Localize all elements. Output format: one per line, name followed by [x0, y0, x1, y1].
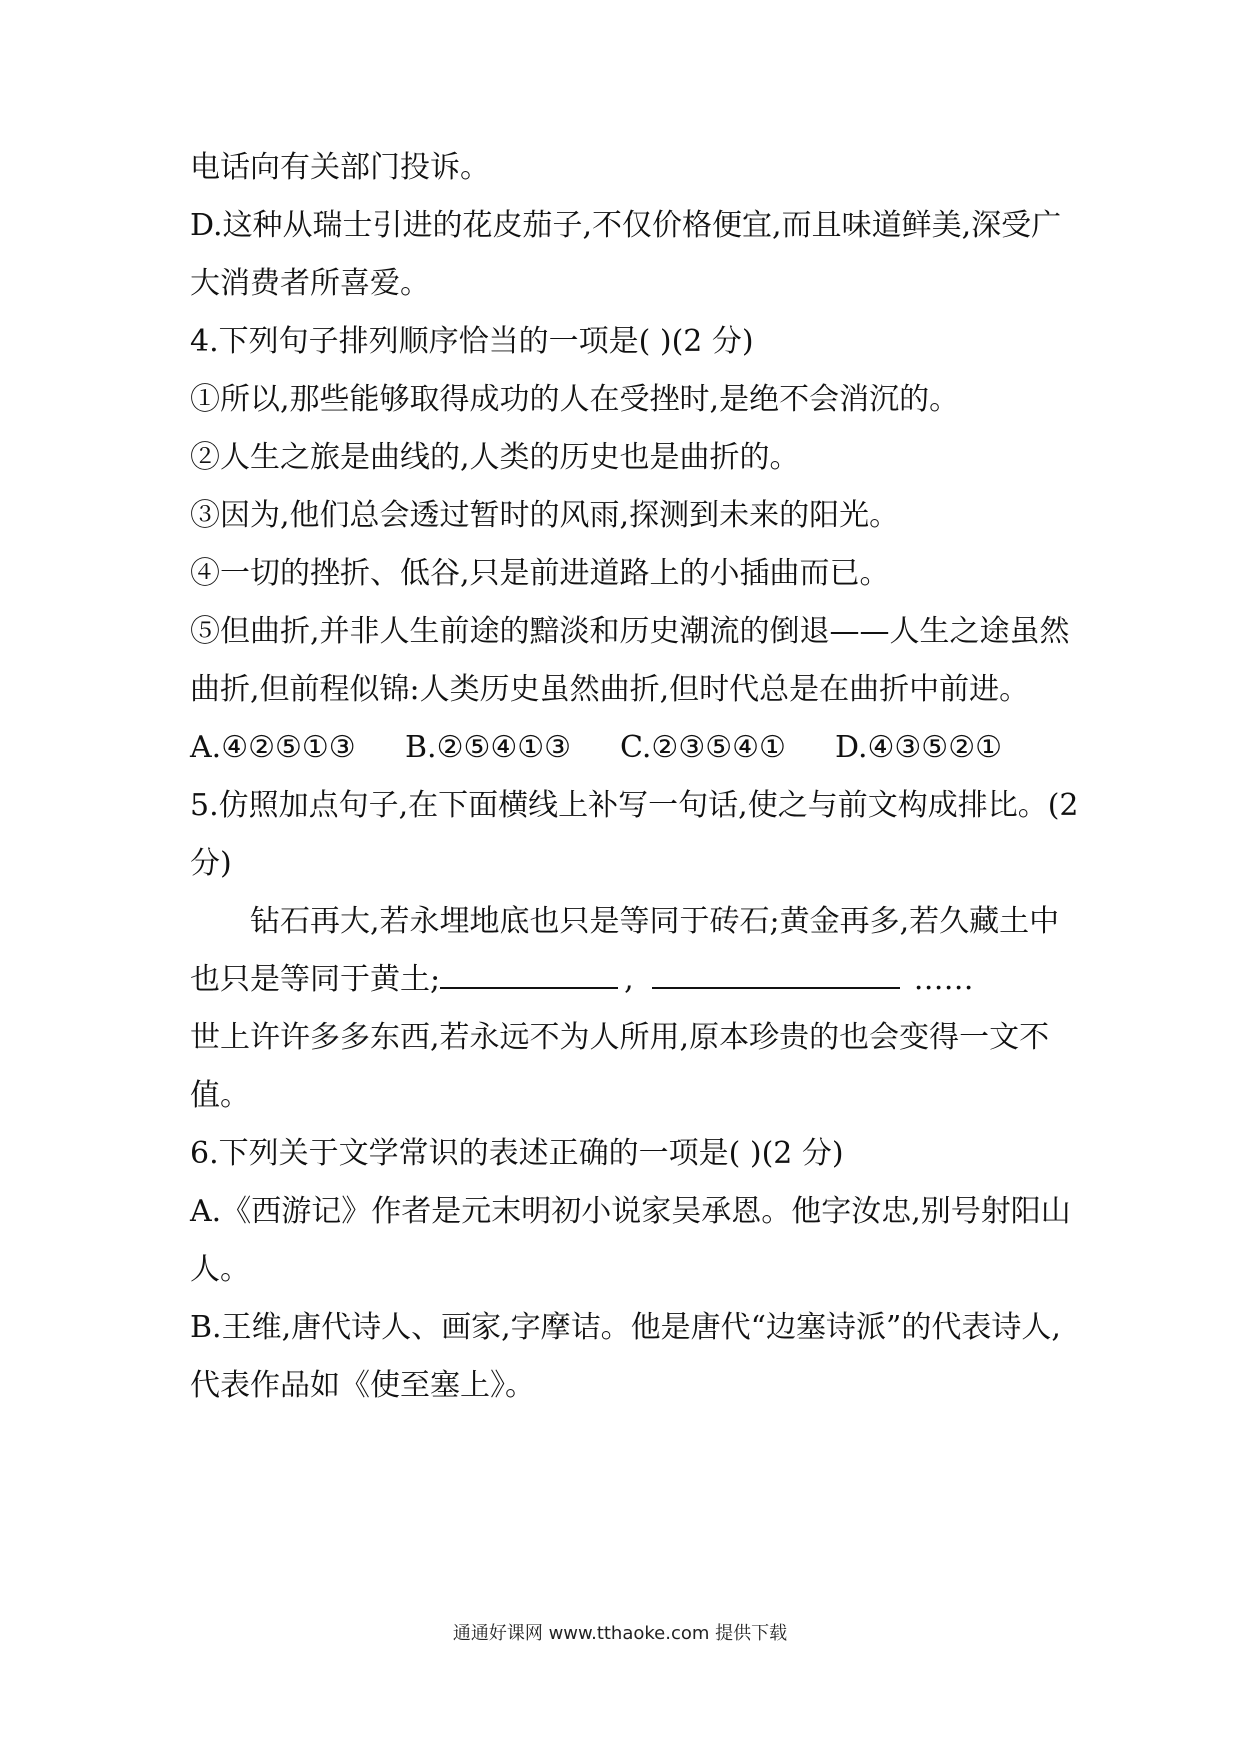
answer-blank-2[interactable]: [652, 961, 900, 989]
option-b: B.②⑤④①③: [405, 730, 572, 765]
text-line: 电话向有关部门投诉。: [190, 150, 490, 185]
passage-line-4: 值。: [190, 1078, 250, 1113]
footer-watermark: 通通好课网 www.tthaoke.com 提供下载: [452, 1623, 788, 1644]
option-c: C.②③⑤④①: [620, 730, 786, 765]
separator-comma: ,: [624, 962, 634, 997]
option-a: A.④②⑤①③: [190, 730, 356, 765]
passage-line-2: [190, 960, 1060, 1000]
passage-line-2-text: 也只是等同于黄土;: [190, 962, 441, 997]
passage-line-1: 钻石再大,若永埋地底也只是等同于砖石;黄金再多,若久藏土中: [250, 904, 1060, 939]
question-6-option-b-line-1: B.王维,唐代诗人、画家,字摩诘。他是唐代“边塞诗派”的代表诗人,: [190, 1310, 1061, 1345]
sentence-3: ③因为,他们总会透过暂时的风雨,探测到未来的阳光。: [190, 498, 900, 533]
question-6-option-a-line-1: A.《西游记》作者是元末明初小说家吴承恩。他字汝忠,别号射阳山: [190, 1194, 1071, 1229]
sentence-2: ②人生之旅是曲线的,人类的历史也是曲折的。: [190, 440, 800, 475]
option-d-line-2: 大消费者所喜爱。: [190, 266, 430, 301]
question-6-option-b-line-2: 代表作品如《使至塞上》。: [190, 1368, 535, 1403]
question-4-options: [190, 728, 1060, 768]
passage-line-3: 世上许许多多东西,若永远不为人所用,原本珍贵的也会变得一文不: [190, 1020, 1050, 1055]
sentence-4: ④一切的挫折、低谷,只是前进道路上的小插曲而已。: [190, 556, 890, 591]
answer-blank-1[interactable]: [440, 961, 618, 989]
question-5-stem-line-2: 分): [190, 846, 232, 881]
ellipsis: ……: [913, 962, 974, 997]
question-6-stem: 6.下列关于文学常识的表述正确的一项是( )(2 分): [190, 1136, 844, 1171]
question-6-option-a-line-2: 人。: [190, 1252, 250, 1287]
option-d: D.④③⑤②①: [835, 730, 1002, 765]
sentence-5-line-2: 曲折,但前程似锦:人类历史虽然曲折,但时代总是在曲折中前进。: [190, 672, 1030, 707]
sentence-1: ①所以,那些能够取得成功的人在受挫时,是绝不会消沉的。: [190, 382, 960, 417]
sentence-5-line-1: ⑤但曲折,并非人生前途的黯淡和历史潮流的倒退——人生之途虽然: [190, 614, 1070, 649]
option-d-line-1: D.这种从瑞士引进的花皮茄子,不仅价格便宜,而且味道鲜美,深受广: [190, 208, 1062, 243]
question-4-stem: 4.下列句子排列顺序恰当的一项是( )(2 分): [190, 324, 754, 359]
question-5-stem-line-1: 5.仿照加点句子,在下面横线上补写一句话,使之与前文构成排比。(2: [190, 788, 1079, 823]
